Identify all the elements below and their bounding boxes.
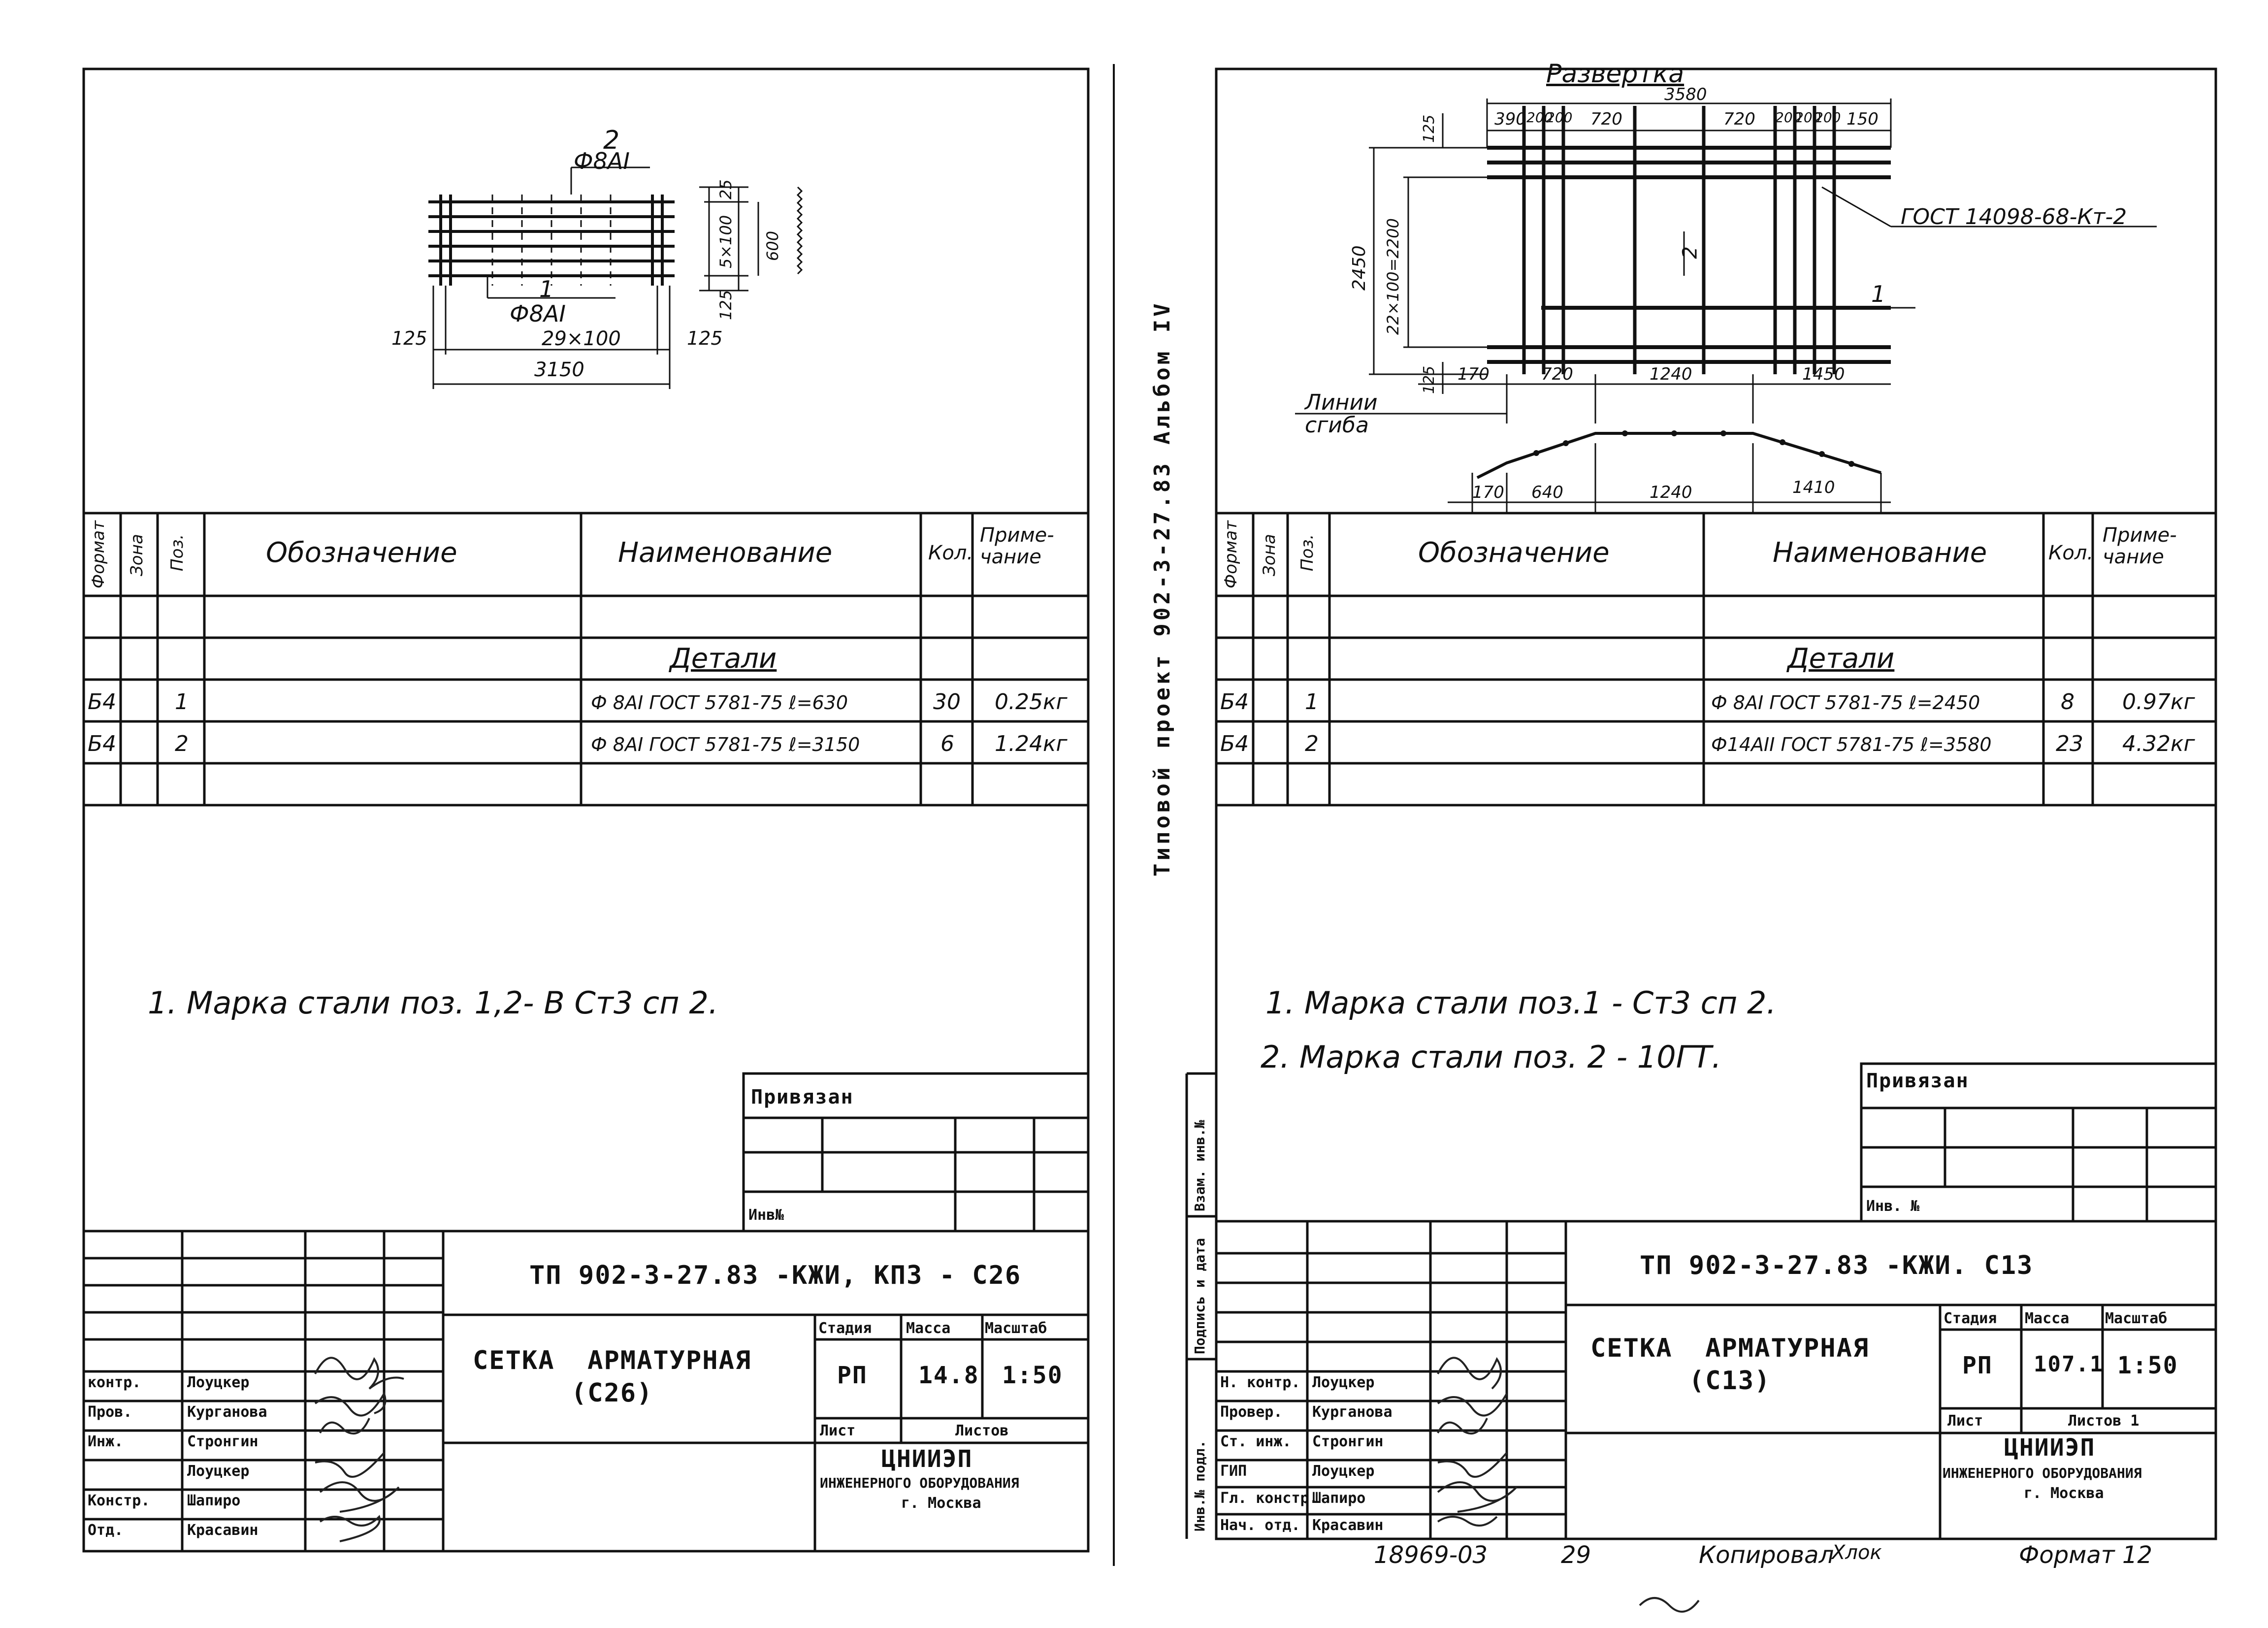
pos2-number: 2	[603, 126, 620, 155]
stage-value: РП	[1962, 1352, 1993, 1379]
col-zone: Зона	[127, 534, 147, 576]
footer-format: Формат 12	[2019, 1541, 2153, 1569]
row2-pos: 2	[175, 731, 189, 756]
row1-pos: 1	[1305, 689, 1319, 715]
signer-role: контр.	[88, 1374, 141, 1391]
stage-label: Стадия	[1944, 1310, 1997, 1327]
footer-page: 29	[1561, 1541, 1591, 1569]
row1-note: 0.97кг	[2122, 689, 2195, 715]
dim-bottom: 125	[716, 290, 735, 320]
bottom-dim: 1450	[1802, 364, 1845, 384]
signer-name: Курганова	[187, 1403, 267, 1421]
doc-code: ТП 902-3-27.83 -КЖИ. С13	[1640, 1251, 2034, 1280]
signer-name: Шапиро	[1312, 1490, 1366, 1507]
signer-name: Стронгин	[187, 1433, 259, 1450]
row2-pos: 2	[1305, 731, 1319, 756]
sheets-label: Листов 1	[2068, 1412, 2139, 1430]
signer-role: Провер.	[1220, 1403, 1283, 1421]
dim-spacing: 29×100	[542, 327, 621, 350]
dim-mid: 5×100	[716, 215, 735, 268]
dim-total: 3580	[1664, 85, 1707, 104]
col-note: Приме- чание	[2103, 524, 2177, 568]
col-format: Формат	[89, 521, 108, 588]
signer-role: Констр.	[88, 1492, 150, 1509]
signer-role: Инж.	[88, 1433, 124, 1450]
side-stamp-inv: Инв.№ подл.	[1192, 1440, 1208, 1531]
footer-copied: Копировал	[1699, 1541, 1834, 1569]
col-name: Наименование	[1773, 537, 1987, 569]
row1-name: Ф 8АI ГОСТ 5781-75 ℓ=2450	[1711, 692, 1980, 714]
signer-role: Пров.	[88, 1403, 132, 1421]
section-title: Детали	[670, 643, 777, 675]
inv-no-label: Инв№	[748, 1206, 784, 1224]
org-city: г. Москва	[901, 1495, 981, 1512]
signer-role: Ст. инж.	[1220, 1433, 1292, 1450]
signer-role: ГИП	[1220, 1463, 1247, 1480]
row2-qty: 23	[2056, 731, 2083, 756]
dim-total: 3150	[534, 358, 584, 381]
signer-name: Курганова	[1312, 1403, 1393, 1421]
org-name-2: ИНЖЕНЕРНОГО ОБОРУДОВАНИЯ	[820, 1475, 1019, 1491]
profile-dim: 170	[1472, 483, 1504, 502]
row2-qty: 6	[940, 731, 954, 756]
org-name: ЦНИИЭП	[881, 1445, 973, 1473]
row1-note: 0.25кг	[995, 689, 1068, 715]
col-qty: Кол.	[928, 542, 973, 564]
mass-label: Масса	[2025, 1310, 2070, 1327]
top-dim: 200	[1546, 109, 1573, 126]
row1-format: Б4	[1220, 689, 1249, 715]
row2-format: Б4	[88, 731, 117, 756]
scale-value: 1:50	[2117, 1352, 2178, 1379]
row2-name: Ф 8АI ГОСТ 5781-75 ℓ=3150	[591, 734, 860, 755]
col-pos: Поз.	[167, 534, 187, 571]
org-name: ЦНИИЭП	[2004, 1434, 2096, 1462]
signer-role: Нач. отд.	[1220, 1517, 1300, 1534]
sheets-label: Листов	[955, 1422, 1009, 1439]
sheet-label: Лист	[820, 1422, 856, 1439]
stage-label: Стадия	[818, 1320, 872, 1337]
top-dim: 390	[1494, 109, 1526, 129]
top-dim: 200	[1795, 109, 1821, 126]
profile-dim: 640	[1531, 483, 1563, 502]
profile-dim: 1240	[1650, 483, 1692, 502]
col-designation: Обозначение	[1418, 537, 1610, 569]
dim-left: 125	[391, 327, 427, 349]
privyazan-label: Привязан	[1866, 1070, 1969, 1092]
row1-qty: 8	[2061, 689, 2074, 715]
col-qty: Кол.	[2048, 542, 2094, 564]
privyazan-label: Привязан	[751, 1086, 854, 1108]
signer-name: Лоуцкер	[1312, 1374, 1375, 1391]
row1-qty: 30	[933, 689, 961, 715]
org-name-2: ИНЖЕНЕРНОГО ОБОРУДОВАНИЯ	[1943, 1465, 2142, 1481]
mass-value: 107.1	[2034, 1352, 2104, 1377]
top-dim: 200	[1814, 109, 1841, 126]
signer-role: Отд.	[88, 1522, 124, 1539]
bottom-dim: 170	[1458, 364, 1490, 384]
pos2-label: 2	[1679, 246, 1702, 259]
top-dim: 720	[1723, 109, 1755, 129]
signer-name: Лоуцкер	[187, 1463, 250, 1480]
row1-name: Ф 8АI ГОСТ 5781-75 ℓ=630	[591, 692, 848, 714]
gost-label: ГОСТ 14098-68-Кт-2	[1901, 204, 2127, 229]
org-city: г. Москва	[2024, 1485, 2104, 1502]
footer-number: 18969-03	[1374, 1541, 1488, 1569]
doc-title: СЕТКА АРМАТУРНАЯ (С26)	[473, 1346, 752, 1408]
dim-top: 25	[716, 179, 735, 199]
row2-name: Ф14АII ГОСТ 5781-75 ℓ=3580	[1711, 734, 1992, 755]
col-format: Формат	[1221, 521, 1241, 588]
scale-value: 1:50	[1002, 1362, 1063, 1389]
col-pos: Поз.	[1297, 534, 1317, 571]
signer-name: Лоуцкер	[1312, 1463, 1375, 1480]
top-dim: 150	[1847, 109, 1879, 129]
left-spacing: 22×100=2200	[1384, 218, 1402, 335]
row2-note: 4.32кг	[2122, 731, 2195, 756]
scale-label: Масштаб	[2105, 1310, 2168, 1327]
left-total: 2450	[1349, 245, 1369, 291]
pos1-spec: Ф8АI	[510, 300, 566, 327]
dim-125-top: 125	[1421, 114, 1438, 143]
dim-height: 600	[763, 230, 782, 261]
signer-name: Красавин	[187, 1522, 259, 1539]
col-name: Наименование	[618, 537, 833, 569]
col-note: Приме- чание	[980, 524, 1054, 568]
scale-label: Масштаб	[985, 1320, 1047, 1337]
row1-format: Б4	[88, 689, 117, 715]
dim-125-bottom: 125	[1421, 365, 1438, 394]
stage-value: РП	[837, 1362, 868, 1389]
development-title: Развертка	[1546, 59, 1685, 89]
mass-label: Масса	[906, 1320, 951, 1337]
side-stamp-replace: Взам. инв.№	[1192, 1120, 1208, 1211]
dim-right: 125	[687, 327, 723, 349]
col-designation: Обозначение	[266, 537, 457, 569]
bottom-dim: 1240	[1650, 364, 1692, 384]
bottom-dim: 720	[1541, 364, 1573, 384]
footer-copier: Хлок	[1832, 1541, 1882, 1564]
fold-lines-label: Линии сгиба	[1305, 390, 1378, 438]
inv-no-label: Инв. №	[1866, 1198, 1920, 1215]
note-2: 2. Марка стали поз. 2 - 10ГТ.	[1261, 1039, 1721, 1075]
top-dim: 200	[1526, 109, 1553, 126]
top-dim: 200	[1775, 109, 1802, 126]
pos1-number: 1	[539, 276, 554, 302]
top-dim: 720	[1590, 109, 1622, 129]
pos2-spec: Ф8АI	[574, 148, 630, 174]
side-stamp-sign: Подпись и дата	[1192, 1237, 1208, 1354]
row1-pos: 1	[175, 689, 189, 715]
signer-role: Н. контр.	[1220, 1374, 1300, 1391]
mass-value: 14.8	[918, 1362, 979, 1389]
pos1-label: 1	[1871, 281, 1886, 307]
doc-code: ТП 902-3-27.83 -КЖИ, КПЗ - С26	[529, 1261, 1022, 1290]
signer-name: Стронгин	[1312, 1433, 1384, 1450]
signer-name: Лоуцкер	[187, 1374, 250, 1391]
note-1: 1. Марка стали поз.1 - Ст3 сп 2.	[1265, 985, 1777, 1021]
row2-format: Б4	[1220, 731, 1249, 756]
section-title: Детали	[1787, 643, 1895, 675]
sheet-label: Лист	[1947, 1412, 1983, 1430]
col-zone: Зона	[1260, 534, 1279, 576]
row2-note: 1.24кг	[995, 731, 1068, 756]
note-1: 1. Марка стали поз. 1,2- В Ст3 сп 2.	[148, 985, 718, 1021]
signer-name: Шапиро	[187, 1492, 241, 1509]
doc-title: СЕТКА АРМАТУРНАЯ (С13)	[1590, 1334, 1870, 1396]
album-vertical-title: Типовой проект 902-3-27.83 Альбом IV	[1150, 300, 1175, 877]
profile-dim: 1410	[1792, 478, 1835, 497]
signer-name: Красавин	[1312, 1517, 1384, 1534]
signer-role: Гл. констр.	[1220, 1490, 1318, 1507]
